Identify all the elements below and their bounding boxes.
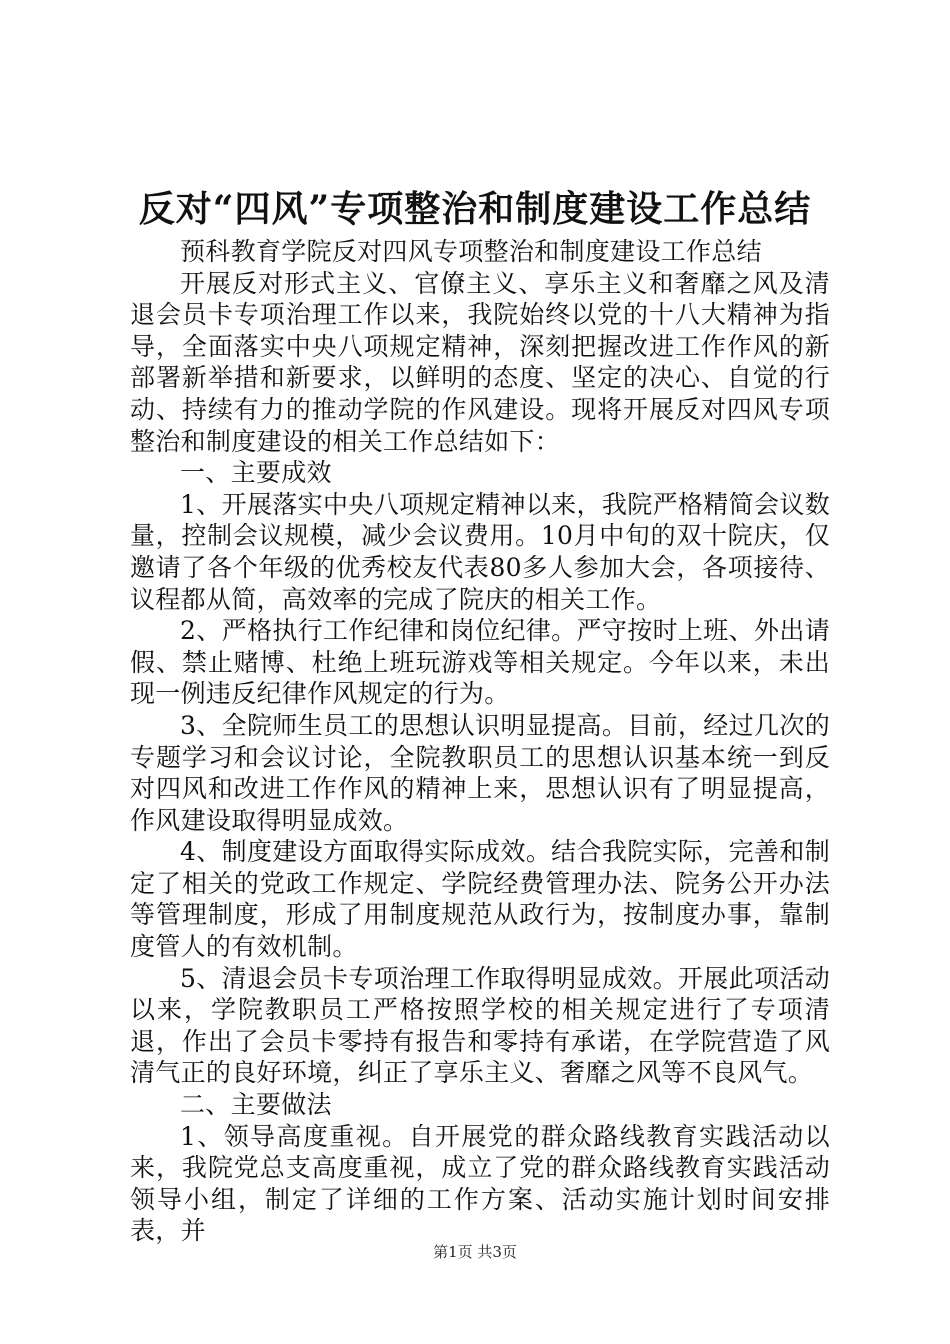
subtitle-paragraph: 预科教育学院反对四风专项整治和制度建设工作总结: [180, 237, 762, 266]
result-item-3: 3、全院师生员工的思想认识明显提高。目前，经过几次的专题学习和会议讨论，全院教职员工的思想认识基本统一到反对四风和改进工作作风的精神上来，思想认识有了明显提高，作风建设取得明显成效。: [130, 710, 830, 835]
method-item-1: 1、领导高度重视。自开展党的群众路线教育实践活动以来，我院党总支高度重视，成立了党的群众路线教育实践活动领导小组，制定了详细的工作方案、活动实施计划时间安排表，并: [130, 1121, 830, 1246]
document-body: [130, 236, 830, 1247]
result-item-2: 2、严格执行工作纪律和岗位纪律。严守按时上班、外出请假、禁止赌博、杜绝上班玩游戏等相关规定。今年以来，未出现一例违反纪律作风规定的行为。: [130, 616, 830, 709]
page-number-footer: 第1页 共3页: [433, 1243, 517, 1261]
section-heading-methods: 二、主要做法: [180, 1090, 332, 1120]
section-heading-results: 一、主要成效: [180, 458, 332, 488]
intro-paragraph: 开展反对形式主义、官僚主义、享乐主义和奢靡之风及清退会员卡专项治理工作以来，我院始终以党的十八大精神为指导，全面落实中央八项规定精神，深刻把握改进工作作风的新部署新举措和新要求，以鲜明的态度、坚定的决心、自觉的行动、持续有力的推动学院的作风建设。现将开展反对四风专项整治和制度建设的相关工作总结如下：: [130, 268, 830, 456]
result-item-1: 1、开展落实中央八项规定精神以来，我院严格精简会议数量，控制会议规模，减少会议费用。10月中旬的双十院庆，仅邀请了各个年级的优秀校友代表80多人参加大会，各项接待、议程都从简，高效率的完成了院庆的相关工作。: [130, 489, 830, 614]
document-title: 反对“四风”专项整治和制度建设工作总结: [138, 188, 812, 230]
result-item-5: 5、清退会员卡专项治理工作取得明显成效。开展此项活动以来，学院教职员工严格按照学校的相关规定进行了专项清退，作出了会员卡零持有报告和零持有承诺，在学院营造了风清气正的良好环境，纠正了享乐主义、奢靡之风等不良风气。: [130, 963, 830, 1088]
result-item-4: 4、制度建设方面取得实际成效。结合我院实际，完善和制定了相关的党政工作规定、学院经费管理办法、院务公开办法等管理制度，形成了用制度规范从政行为，按制度办事，靠制度管人的有效机制。: [130, 837, 830, 962]
